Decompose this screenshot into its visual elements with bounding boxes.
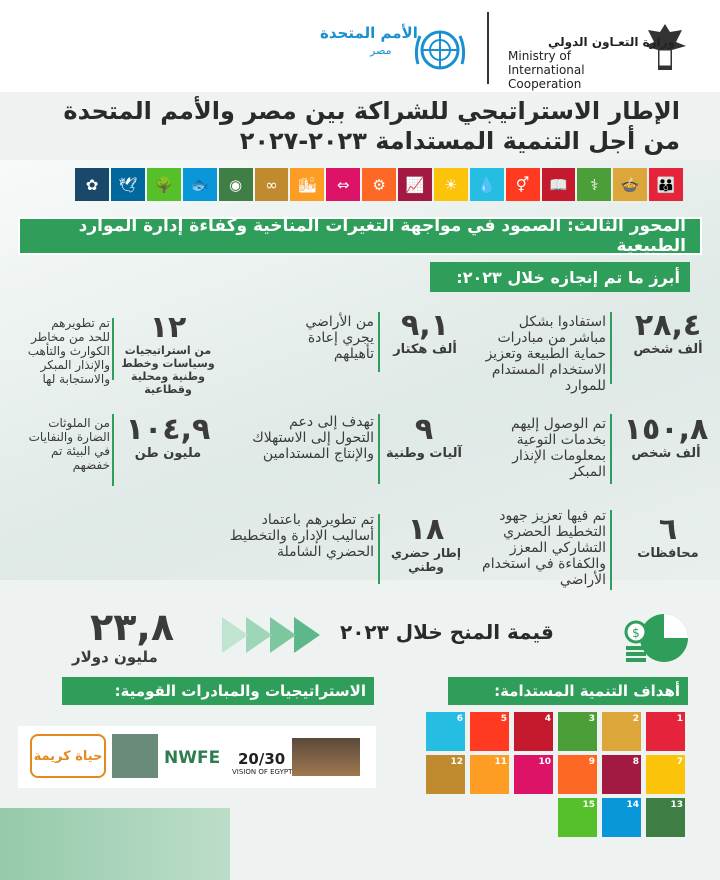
stat-3: [118, 312, 218, 396]
stat-value: ١٥٠,٨: [623, 412, 709, 447]
sdg-goal-11-tile: 11: [470, 755, 509, 794]
stat-separator: [610, 312, 612, 384]
stat-unit: ألف هكتار: [393, 342, 457, 357]
un-country: مصر: [370, 44, 392, 57]
title-line-2: من أجل التنمية المستدامة ٢٠٢٣-٢٠٢٧: [239, 127, 680, 155]
sdg-6-icon: 💧: [470, 168, 504, 201]
stat-unit: من استراتيجيات وسياسات وخطط وطنية ومحلية وقطاعية: [121, 344, 215, 396]
achievements-banner: أبرز ما تم إنجازه خلال ٢٠٢٣:: [430, 262, 690, 292]
page-title: [40, 96, 680, 156]
stat-value: ٩,١: [400, 308, 450, 343]
sdg-13-icon: ◉: [219, 168, 253, 201]
sdg-goal-4-tile: 4: [514, 712, 553, 751]
sdg-goal-3-tile: 3: [558, 712, 597, 751]
sdg-goal-12-tile: 12: [426, 755, 465, 794]
stat-5: [382, 414, 466, 461]
sdg-2-icon: 🍲: [613, 168, 647, 201]
stat-value: ١٢: [149, 310, 187, 345]
grants-unit: مليون دولار: [72, 648, 158, 666]
stat-7-desc: تم فيها تعزيز جهود التخطيط الحضري التشاركي المعزز والكفاءة في استخدام الأراضي: [482, 508, 606, 588]
stat-value: ٢٨,٤: [634, 308, 702, 343]
stat-2-desc: من الأراضي يجري إعادة تأهيلهم: [305, 314, 374, 362]
sdg-4-icon: 📖: [542, 168, 576, 201]
sdg-5-icon: ⚥: [506, 168, 540, 201]
stat-separator: [610, 414, 612, 484]
vision-2030-logo: 20/30: [238, 750, 286, 768]
sdg-goal-10-tile: 10: [514, 755, 553, 794]
sdg-12-icon: ∞: [255, 168, 289, 201]
sdg-16-icon: 🕊: [111, 168, 145, 201]
chevron-icon: [222, 617, 248, 653]
stat-5-desc: تهدف إلى دعم التحول إلى الاستهلاك والإنتاج المستدامين: [252, 414, 374, 462]
stat-value: ١٨: [407, 512, 445, 547]
sdg-10-icon: ⇔: [326, 168, 360, 201]
stat-3-desc: تم تطويرهم للحد من مخاطر الكوارث والتأهب والإنذار المبكر والاستجابة لها: [27, 316, 110, 386]
svg-text:$: $: [632, 626, 640, 640]
chevron-icon: [246, 617, 272, 653]
stat-unit: إطار حضري وطني: [391, 546, 461, 574]
sdg-1-icon: 👪: [649, 168, 683, 201]
stat-separator: [378, 514, 380, 584]
sdg-goal-9-tile: 9: [558, 755, 597, 794]
stat-8: [386, 514, 466, 574]
stat-value: ٩: [414, 412, 434, 447]
stat-4-desc: تم الوصول إليهم بخدمات التوعية بمعلومات الإنذار المبكر: [511, 416, 606, 480]
sdg-goal-15-tile: 15: [558, 798, 597, 837]
sdg-8-icon: 📈: [398, 168, 432, 201]
stat-separator: [112, 414, 114, 486]
sdg-9-icon: ⚙: [362, 168, 396, 201]
stat-unit: محافظات: [637, 546, 699, 561]
stat-1: [623, 310, 713, 357]
stat-unit: مليون طن: [134, 446, 202, 461]
stat-6: [118, 414, 218, 461]
grants-value: ٢٣,٨: [90, 605, 175, 649]
stat-separator: [378, 414, 380, 484]
un-name-ar: الأمم المتحدة: [320, 24, 418, 42]
goals-banner: أهداف التنمية المستدامة:: [448, 677, 688, 705]
chevron-icon: [294, 617, 320, 653]
egypt-initiative-logo: [292, 738, 360, 776]
national-strategy-logo: [112, 734, 158, 778]
sdg-goal-6-tile: 6: [426, 712, 465, 751]
sdg-14-icon: 🐟: [183, 168, 217, 201]
stat-2: [390, 310, 460, 357]
axis-banner: المحور الثالث: الصمود في مواجهة التغيرات المناخية وكفاءة إدارة الموارد الطبيعية: [18, 217, 702, 255]
sdg-goal-7-tile: 7: [646, 755, 685, 794]
sdg-icon-strip: [75, 168, 683, 201]
stat-8-desc: تم تطويرهم باعتماد أساليب الإدارة والتخطيط الحضري الشاملة: [229, 512, 374, 560]
eagle-emblem-icon: [642, 20, 688, 78]
stat-6-desc: من الملوثات الضارة والنفايات في البيئة تم خفضهم: [28, 416, 110, 472]
sdg-15-icon: 🌳: [147, 168, 181, 201]
money-chart-icon: [620, 610, 690, 666]
haya-karima-logo: حياة كريمة: [30, 734, 106, 778]
stat-separator: [112, 318, 114, 380]
nwfe-logo: NWFE: [164, 748, 221, 768]
vision-2030-subtitle: VISION OF EGYPT: [232, 768, 293, 776]
stat-unit: ألف شخص: [631, 446, 701, 461]
un-emblem-icon: [412, 24, 468, 76]
stat-unit: آليات وطنية: [386, 446, 462, 461]
title-line-1: الإطار الاستراتيجي للشراكة بين مصر والأمم المتحدة: [63, 97, 680, 125]
ministry-name-en: Ministry of International Cooperation: [508, 49, 585, 91]
stat-separator: [610, 510, 612, 590]
stat-unit: ألف شخص: [633, 342, 703, 357]
ministry-name-ar: وزارة التعـاون الدولي: [548, 35, 676, 49]
sdg-goal-14-tile: 14: [602, 798, 641, 837]
sdg-17-icon: ✿: [75, 168, 109, 201]
stat-value: ٦: [658, 512, 678, 547]
sdg-goal-1-tile: 1: [646, 712, 685, 751]
chevron-icon: [270, 617, 296, 653]
stat-1-desc: استفادوا بشكل مباشر من مبادرات حماية الطبيعة وتعزيز الاستخدام المستدام للموارد: [485, 314, 606, 394]
sdg-7-icon: ☀: [434, 168, 468, 201]
stat-value: ١٠٤,٩: [125, 412, 211, 447]
sdg-goal-8-tile: 8: [602, 755, 641, 794]
decorative-strip: [0, 808, 230, 880]
sdg-goal-13-tile: 13: [646, 798, 685, 837]
stat-7: [623, 514, 713, 561]
sdg-3-icon: ⚕: [577, 168, 611, 201]
header-divider: [487, 12, 489, 84]
sdg-goal-2-tile: 2: [602, 712, 641, 751]
grants-title: قيمة المنح خلال ٢٠٢٣: [340, 620, 554, 644]
stat-4: [616, 414, 716, 461]
strategies-banner: الاستراتيجيات والمبادرات القومية:: [62, 677, 374, 705]
sdg-11-icon: 🏙: [290, 168, 324, 201]
stat-separator: [378, 312, 380, 372]
sdg-goal-5-tile: 5: [470, 712, 509, 751]
